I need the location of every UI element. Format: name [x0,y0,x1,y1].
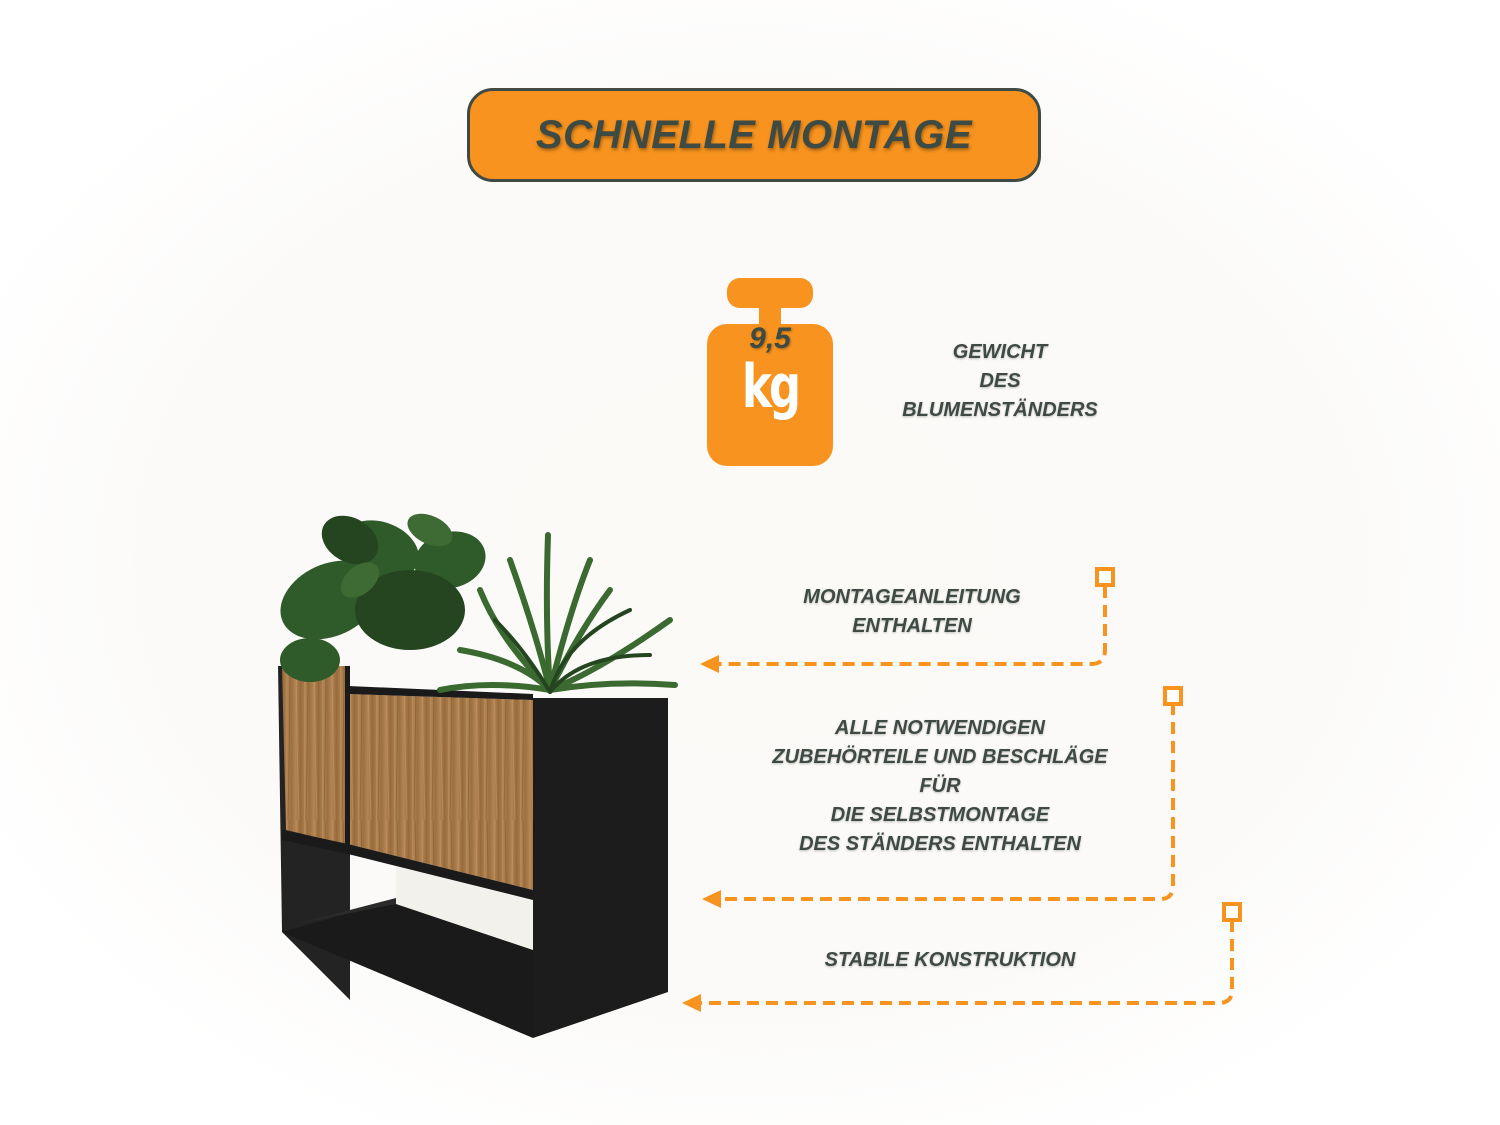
feature-line: ALLE NOTWENDIGEN [835,717,1045,739]
feature-line: DES STÄNDERS ENTHALTEN [799,833,1081,855]
feature-line: ZUBEHÖRTEILE UND BESCHLÄGE [772,746,1108,768]
feature-line: DIE SELBSTMONTAGE [830,804,1050,826]
feature-line: STABILE KONSTRUKTION [824,949,1076,971]
weight-label-line: DES [979,370,1021,392]
page-title: SCHNELLE MONTAGE [535,112,973,157]
feature-label-instructions [772,583,1052,641]
feature-line: ENTHALTEN [852,615,972,637]
feature-label-accessories [740,714,1140,859]
weight-label-line: GEWICHT [952,341,1048,363]
weight-unit: kg [741,352,799,422]
feature-label-construction [790,946,1110,975]
weight-value: 9,5 [749,322,791,355]
feature-line: MONTAGEANLEITUNG [803,586,1021,608]
weight-label-line: BLUMENSTÄNDERS [902,399,1098,421]
feature-line: FÜR [919,775,961,797]
